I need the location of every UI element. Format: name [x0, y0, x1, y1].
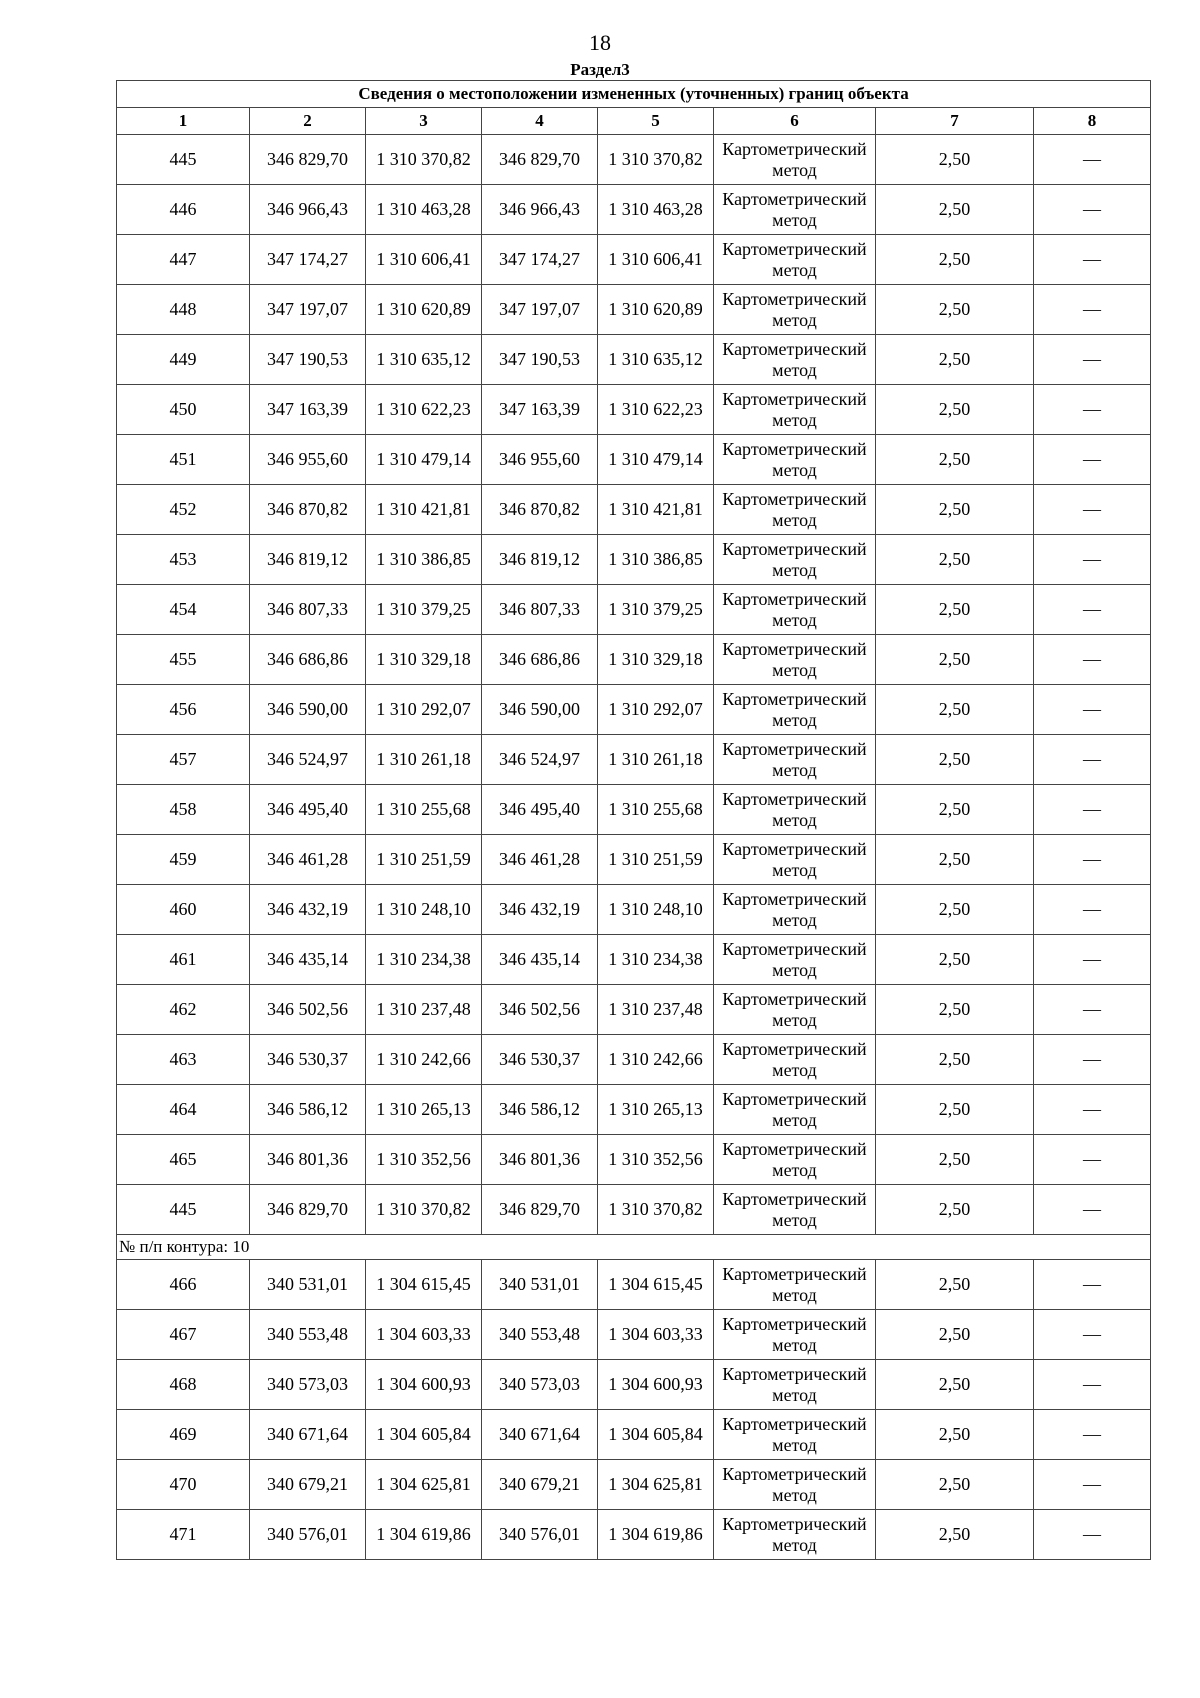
table-row: [117, 785, 1151, 835]
point-number-cell: 446: [117, 185, 250, 235]
existing-y-cell: 1 310 242,66: [366, 1035, 482, 1085]
refined-y-cell: 1 310 463,28: [598, 185, 714, 235]
existing-x-cell: 340 679,21: [250, 1460, 366, 1510]
refined-x-cell: 346 435,14: [482, 935, 598, 985]
existing-y-cell: 1 310 622,23: [366, 385, 482, 435]
refined-y-cell: 1 304 605,84: [598, 1410, 714, 1460]
existing-x-cell: 340 553,48: [250, 1310, 366, 1360]
point-number-cell: 462: [117, 985, 250, 1035]
table-row: [117, 435, 1151, 485]
refined-x-cell: 340 573,03: [482, 1360, 598, 1410]
existing-x-cell: 346 955,60: [250, 435, 366, 485]
determination-method-cell: Картометрический метод: [714, 135, 876, 185]
point-description-cell: —: [1034, 1360, 1151, 1410]
determination-method-cell: Картометрический метод: [714, 685, 876, 735]
point-number-cell: 460: [117, 885, 250, 935]
table-row: [117, 135, 1151, 185]
point-description-cell: —: [1034, 135, 1151, 185]
determination-method-cell: Картометрический метод: [714, 785, 876, 835]
existing-x-cell: 346 435,14: [250, 935, 366, 985]
point-description-cell: —: [1034, 285, 1151, 335]
point-number-cell: 452: [117, 485, 250, 535]
point-description-cell: —: [1034, 535, 1151, 585]
existing-x-cell: 346 524,97: [250, 735, 366, 785]
existing-x-cell: 346 586,12: [250, 1085, 366, 1135]
table-row: [117, 585, 1151, 635]
determination-method-cell: Картометрический метод: [714, 885, 876, 935]
existing-x-cell: 346 829,70: [250, 135, 366, 185]
determination-method-cell: Картометрический метод: [714, 585, 876, 635]
determination-method-cell: Картометрический метод: [714, 435, 876, 485]
existing-x-cell: 347 190,53: [250, 335, 366, 385]
existing-y-cell: 1 310 479,14: [366, 435, 482, 485]
existing-x-cell: 346 432,19: [250, 885, 366, 935]
existing-y-cell: 1 310 386,85: [366, 535, 482, 585]
existing-x-cell: 346 870,82: [250, 485, 366, 535]
refined-y-cell: 1 310 242,66: [598, 1035, 714, 1085]
point-number-cell: 447: [117, 235, 250, 285]
determination-method-cell: Картометрический метод: [714, 1410, 876, 1460]
table-row: [117, 635, 1151, 685]
refined-x-cell: 340 553,48: [482, 1310, 598, 1360]
refined-y-cell: 1 310 237,48: [598, 985, 714, 1035]
table-row: [117, 985, 1151, 1035]
table-row: [117, 535, 1151, 585]
existing-x-cell: 347 197,07: [250, 285, 366, 335]
refined-x-cell: 340 671,64: [482, 1410, 598, 1460]
existing-y-cell: 1 310 379,25: [366, 585, 482, 635]
table-row: [117, 835, 1151, 885]
column-number: 8: [1034, 108, 1151, 135]
refined-y-cell: 1 310 479,14: [598, 435, 714, 485]
existing-y-cell: 1 304 615,45: [366, 1260, 482, 1310]
accuracy-cell: 2,50: [876, 685, 1034, 735]
table-row: [117, 885, 1151, 935]
determination-method-cell: Картометрический метод: [714, 935, 876, 985]
point-description-cell: —: [1034, 985, 1151, 1035]
determination-method-cell: Картометрический метод: [714, 1185, 876, 1235]
refined-x-cell: 346 590,00: [482, 685, 598, 735]
point-description-cell: —: [1034, 1310, 1151, 1360]
refined-y-cell: 1 310 292,07: [598, 685, 714, 735]
point-number-cell: 445: [117, 135, 250, 185]
existing-y-cell: 1 310 620,89: [366, 285, 482, 335]
point-description-cell: —: [1034, 885, 1151, 935]
refined-y-cell: 1 310 265,13: [598, 1085, 714, 1135]
refined-x-cell: 346 801,36: [482, 1135, 598, 1185]
table-row: [117, 735, 1151, 785]
existing-x-cell: 346 807,33: [250, 585, 366, 635]
existing-x-cell: 346 819,12: [250, 535, 366, 585]
accuracy-cell: 2,50: [876, 1460, 1034, 1510]
point-description-cell: —: [1034, 435, 1151, 485]
column-number: 5: [598, 108, 714, 135]
point-number-cell: 455: [117, 635, 250, 685]
point-number-cell: 456: [117, 685, 250, 735]
refined-y-cell: 1 310 329,18: [598, 635, 714, 685]
point-description-cell: —: [1034, 1510, 1151, 1560]
point-description-cell: —: [1034, 1260, 1151, 1310]
refined-y-cell: 1 310 251,59: [598, 835, 714, 885]
existing-y-cell: 1 310 234,38: [366, 935, 482, 985]
point-description-cell: —: [1034, 385, 1151, 435]
existing-x-cell: 346 966,43: [250, 185, 366, 235]
accuracy-cell: 2,50: [876, 1260, 1034, 1310]
point-description-cell: —: [1034, 1410, 1151, 1460]
determination-method-cell: Картометрический метод: [714, 1260, 876, 1310]
existing-y-cell: 1 304 625,81: [366, 1460, 482, 1510]
point-description-cell: —: [1034, 735, 1151, 785]
determination-method-cell: Картометрический метод: [714, 1310, 876, 1360]
accuracy-cell: 2,50: [876, 1185, 1034, 1235]
determination-method-cell: Картометрический метод: [714, 385, 876, 435]
point-number-cell: 470: [117, 1460, 250, 1510]
boundary-coordinates-table: [116, 80, 1151, 1560]
point-number-cell: 448: [117, 285, 250, 335]
point-number-cell: 449: [117, 335, 250, 385]
point-description-cell: —: [1034, 485, 1151, 535]
existing-y-cell: 1 310 463,28: [366, 185, 482, 235]
determination-method-cell: Картометрический метод: [714, 635, 876, 685]
table-row: [117, 1510, 1151, 1560]
point-description-cell: —: [1034, 1135, 1151, 1185]
determination-method-cell: Картометрический метод: [714, 835, 876, 885]
table-row: [117, 385, 1151, 435]
existing-y-cell: 1 310 370,82: [366, 1185, 482, 1235]
existing-x-cell: 347 163,39: [250, 385, 366, 435]
determination-method-cell: Картометрический метод: [714, 1460, 876, 1510]
refined-x-cell: 340 576,01: [482, 1510, 598, 1560]
table-row: [117, 485, 1151, 535]
refined-y-cell: 1 304 600,93: [598, 1360, 714, 1410]
table-row: [117, 685, 1151, 735]
determination-method-cell: Картометрический метод: [714, 185, 876, 235]
existing-y-cell: 1 310 265,13: [366, 1085, 482, 1135]
refined-x-cell: 346 524,97: [482, 735, 598, 785]
point-description-cell: —: [1034, 185, 1151, 235]
point-description-cell: —: [1034, 1035, 1151, 1085]
point-number-cell: 463: [117, 1035, 250, 1085]
determination-method-cell: Картометрический метод: [714, 285, 876, 335]
refined-y-cell: 1 310 248,10: [598, 885, 714, 935]
accuracy-cell: 2,50: [876, 635, 1034, 685]
determination-method-cell: Картометрический метод: [714, 1510, 876, 1560]
point-number-cell: 471: [117, 1510, 250, 1560]
accuracy-cell: 2,50: [876, 1035, 1034, 1085]
refined-y-cell: 1 310 234,38: [598, 935, 714, 985]
determination-method-cell: Картометрический метод: [714, 1035, 876, 1085]
table-row: [117, 1310, 1151, 1360]
table-row: [117, 185, 1151, 235]
table-row: [117, 1260, 1151, 1310]
determination-method-cell: Картометрический метод: [714, 485, 876, 535]
point-description-cell: —: [1034, 785, 1151, 835]
table-caption: Сведения о местоположении измененных (уточненных) границ объекта: [117, 81, 1151, 108]
accuracy-cell: 2,50: [876, 435, 1034, 485]
refined-y-cell: 1 310 606,41: [598, 235, 714, 285]
determination-method-cell: Картометрический метод: [714, 1360, 876, 1410]
accuracy-cell: 2,50: [876, 535, 1034, 585]
table-row: [117, 1085, 1151, 1135]
refined-x-cell: 346 966,43: [482, 185, 598, 235]
point-number-cell: 469: [117, 1410, 250, 1460]
existing-x-cell: 346 502,56: [250, 985, 366, 1035]
accuracy-cell: 2,50: [876, 885, 1034, 935]
column-number: 4: [482, 108, 598, 135]
accuracy-cell: 2,50: [876, 1085, 1034, 1135]
refined-y-cell: 1 304 615,45: [598, 1260, 714, 1310]
existing-y-cell: 1 304 600,93: [366, 1360, 482, 1410]
refined-x-cell: 346 870,82: [482, 485, 598, 535]
contour-label: № п/п контура: 10: [117, 1235, 1151, 1260]
refined-y-cell: 1 304 603,33: [598, 1310, 714, 1360]
refined-x-cell: 347 174,27: [482, 235, 598, 285]
column-number: 1: [117, 108, 250, 135]
point-description-cell: —: [1034, 1460, 1151, 1510]
refined-x-cell: 346 819,12: [482, 535, 598, 585]
table-row: [117, 1135, 1151, 1185]
existing-y-cell: 1 310 606,41: [366, 235, 482, 285]
determination-method-cell: Картометрический метод: [714, 985, 876, 1035]
refined-x-cell: 346 829,70: [482, 1185, 598, 1235]
existing-y-cell: 1 310 248,10: [366, 885, 482, 935]
table-row: [117, 1360, 1151, 1410]
refined-x-cell: 346 586,12: [482, 1085, 598, 1135]
refined-y-cell: 1 310 255,68: [598, 785, 714, 835]
existing-x-cell: 346 461,28: [250, 835, 366, 885]
refined-y-cell: 1 310 421,81: [598, 485, 714, 535]
accuracy-cell: 2,50: [876, 1360, 1034, 1410]
point-description-cell: —: [1034, 585, 1151, 635]
existing-x-cell: 346 686,86: [250, 635, 366, 685]
accuracy-cell: 2,50: [876, 785, 1034, 835]
refined-x-cell: 347 163,39: [482, 385, 598, 435]
existing-y-cell: 1 310 261,18: [366, 735, 482, 785]
existing-x-cell: 346 530,37: [250, 1035, 366, 1085]
table-row: [117, 1410, 1151, 1460]
point-number-cell: 445: [117, 1185, 250, 1235]
existing-y-cell: 1 304 605,84: [366, 1410, 482, 1460]
table-body: [117, 135, 1151, 1560]
point-number-cell: 454: [117, 585, 250, 635]
table-row: [117, 1460, 1151, 1510]
point-number-cell: 465: [117, 1135, 250, 1185]
determination-method-cell: Картометрический метод: [714, 1135, 876, 1185]
point-description-cell: —: [1034, 935, 1151, 985]
accuracy-cell: 2,50: [876, 135, 1034, 185]
refined-x-cell: 346 829,70: [482, 135, 598, 185]
accuracy-cell: 2,50: [876, 835, 1034, 885]
section-title: Раздел3: [570, 60, 630, 79]
accuracy-cell: 2,50: [876, 235, 1034, 285]
existing-y-cell: 1 310 251,59: [366, 835, 482, 885]
refined-y-cell: 1 310 370,82: [598, 1185, 714, 1235]
point-number-cell: 457: [117, 735, 250, 785]
point-number-cell: 451: [117, 435, 250, 485]
column-number-row: [117, 108, 1151, 135]
refined-y-cell: 1 310 352,56: [598, 1135, 714, 1185]
refined-x-cell: 346 461,28: [482, 835, 598, 885]
table-row: [117, 285, 1151, 335]
existing-y-cell: 1 310 255,68: [366, 785, 482, 835]
point-number-cell: 450: [117, 385, 250, 435]
point-number-cell: 467: [117, 1310, 250, 1360]
accuracy-cell: 2,50: [876, 335, 1034, 385]
table-row: [117, 235, 1151, 285]
refined-x-cell: 347 190,53: [482, 335, 598, 385]
point-description-cell: —: [1034, 1085, 1151, 1135]
point-number-cell: 466: [117, 1260, 250, 1310]
column-number: 6: [714, 108, 876, 135]
refined-x-cell: 340 679,21: [482, 1460, 598, 1510]
point-number-cell: 464: [117, 1085, 250, 1135]
column-number: 7: [876, 108, 1034, 135]
existing-x-cell: 340 671,64: [250, 1410, 366, 1460]
existing-x-cell: 346 590,00: [250, 685, 366, 735]
determination-method-cell: Картометрический метод: [714, 535, 876, 585]
refined-y-cell: 1 310 635,12: [598, 335, 714, 385]
existing-x-cell: 340 531,01: [250, 1260, 366, 1310]
refined-x-cell: 346 530,37: [482, 1035, 598, 1085]
point-description-cell: —: [1034, 335, 1151, 385]
point-number-cell: 458: [117, 785, 250, 835]
point-description-cell: —: [1034, 685, 1151, 735]
accuracy-cell: 2,50: [876, 1310, 1034, 1360]
point-number-cell: 453: [117, 535, 250, 585]
refined-x-cell: 346 807,33: [482, 585, 598, 635]
table-row: [117, 1035, 1151, 1085]
table-row: [117, 1185, 1151, 1235]
existing-y-cell: 1 310 237,48: [366, 985, 482, 1035]
table-row: [117, 335, 1151, 385]
existing-x-cell: 347 174,27: [250, 235, 366, 285]
column-number: 3: [366, 108, 482, 135]
existing-x-cell: 340 573,03: [250, 1360, 366, 1410]
point-description-cell: —: [1034, 235, 1151, 285]
existing-x-cell: 346 495,40: [250, 785, 366, 835]
existing-y-cell: 1 310 352,56: [366, 1135, 482, 1185]
refined-y-cell: 1 310 370,82: [598, 135, 714, 185]
accuracy-cell: 2,50: [876, 1410, 1034, 1460]
point-description-cell: —: [1034, 835, 1151, 885]
existing-y-cell: 1 304 603,33: [366, 1310, 482, 1360]
refined-x-cell: 346 686,86: [482, 635, 598, 685]
refined-y-cell: 1 310 386,85: [598, 535, 714, 585]
existing-y-cell: 1 310 635,12: [366, 335, 482, 385]
determination-method-cell: Картометрический метод: [714, 1085, 876, 1135]
refined-y-cell: 1 304 619,86: [598, 1510, 714, 1560]
refined-x-cell: 346 432,19: [482, 885, 598, 935]
existing-y-cell: 1 310 292,07: [366, 685, 482, 735]
refined-y-cell: 1 310 379,25: [598, 585, 714, 635]
existing-y-cell: 1 310 329,18: [366, 635, 482, 685]
existing-x-cell: 346 801,36: [250, 1135, 366, 1185]
point-number-cell: 468: [117, 1360, 250, 1410]
accuracy-cell: 2,50: [876, 735, 1034, 785]
accuracy-cell: 2,50: [876, 935, 1034, 985]
accuracy-cell: 2,50: [876, 585, 1034, 635]
refined-x-cell: 347 197,07: [482, 285, 598, 335]
refined-x-cell: 346 955,60: [482, 435, 598, 485]
point-description-cell: —: [1034, 635, 1151, 685]
point-number-cell: 459: [117, 835, 250, 885]
accuracy-cell: 2,50: [876, 185, 1034, 235]
existing-x-cell: 340 576,01: [250, 1510, 366, 1560]
refined-y-cell: 1 310 620,89: [598, 285, 714, 335]
point-description-cell: —: [1034, 1185, 1151, 1235]
accuracy-cell: 2,50: [876, 1135, 1034, 1185]
existing-x-cell: 346 829,70: [250, 1185, 366, 1235]
column-number: 2: [250, 108, 366, 135]
refined-x-cell: 346 502,56: [482, 985, 598, 1035]
contour-separator-row: [117, 1235, 1151, 1260]
accuracy-cell: 2,50: [876, 385, 1034, 435]
refined-x-cell: 340 531,01: [482, 1260, 598, 1310]
table-row: [117, 935, 1151, 985]
existing-y-cell: 1 310 370,82: [366, 135, 482, 185]
accuracy-cell: 2,50: [876, 1510, 1034, 1560]
determination-method-cell: Картометрический метод: [714, 735, 876, 785]
refined-y-cell: 1 310 261,18: [598, 735, 714, 785]
refined-y-cell: 1 310 622,23: [598, 385, 714, 435]
refined-y-cell: 1 304 625,81: [598, 1460, 714, 1510]
point-number-cell: 461: [117, 935, 250, 985]
accuracy-cell: 2,50: [876, 485, 1034, 535]
determination-method-cell: Картометрический метод: [714, 335, 876, 385]
accuracy-cell: 2,50: [876, 285, 1034, 335]
refined-x-cell: 346 495,40: [482, 785, 598, 835]
determination-method-cell: Картометрический метод: [714, 235, 876, 285]
page-number: 18: [589, 30, 611, 55]
existing-y-cell: 1 310 421,81: [366, 485, 482, 535]
accuracy-cell: 2,50: [876, 985, 1034, 1035]
existing-y-cell: 1 304 619,86: [366, 1510, 482, 1560]
